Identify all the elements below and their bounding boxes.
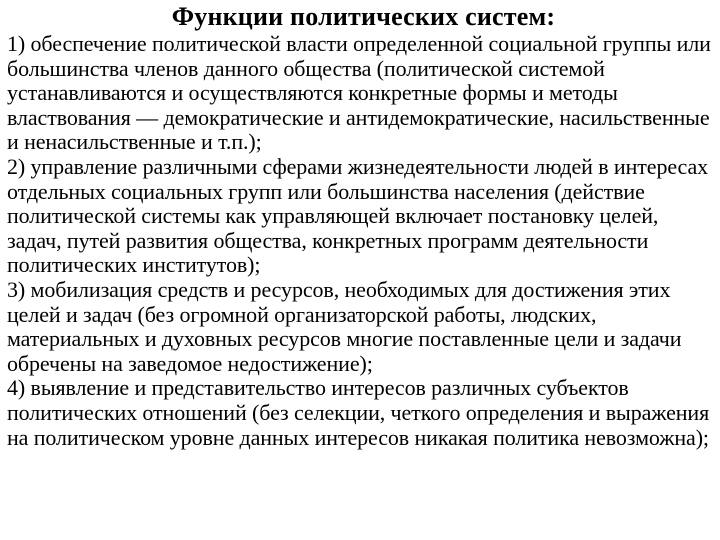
list-item-4: 4) выявление и представительство интересов различных субъектов политических отношений (без селекции, четкого определения и выражения на политическом уровне данных интересов никакая политика невозможна); [7, 375, 710, 450]
slide-body [7, 32, 712, 450]
slide-title: Функции политических систем: [171, 2, 556, 31]
list-item-2: 2) управление различными сферами жизнедеятельности людей в интересах отдельных социальных групп или большинства населения (действие политической системы как управляющей включает постановку целей, задач, путей развития общества, конкретных программ деятельности политических институтов); [7, 153, 709, 278]
list-item-1: 1) обеспечение политической власти определенной социальной группы или большинства членов данного общества (политической системой устанавливаются и осуществляются конкретные формы и методы властвования — демократические и антидемократические, насильственные и ненасильственные и т.п.); [7, 31, 711, 155]
list-item-3: 3) мобилизация средств и ресурсов, необходимых для достижения этих целей и задач (без огромной организаторской работы, людских, материальных и духовных ресурсов многие поставленные цели и задачи обречены на заведомое недостижение); [7, 276, 682, 376]
